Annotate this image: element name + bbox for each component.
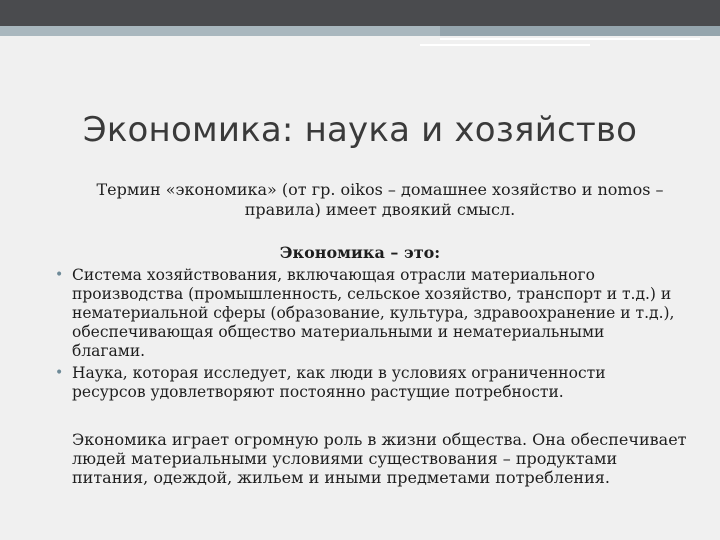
intro-paragraph: Термин «экономика» (от гр. oikos – домашнее хозяйство и nomos – правила) имеет двоякий смысл.	[96, 180, 664, 219]
list-item	[55, 266, 680, 361]
bullet-dot-icon: •	[55, 267, 64, 283]
bullet-dot-icon: •	[55, 365, 64, 381]
list-item	[55, 364, 680, 402]
list-item-text: Система хозяйствования, включающая отрасли материального производства (промышленность, сельское хозяйство, транспорт и т.д.) и нематериальной сферы (образование, культура, здравоохранение и т.д.), обеспечивающая общество материальными и нематериальными благами.	[72, 266, 675, 360]
closing-paragraph: Экономика играет огромную роль в жизни общества. Она обеспечивает людей материальными условиями существования – продуктами питания, одеждой, жильем и иными предметами потребления.	[72, 430, 687, 487]
slide-header-accent-right	[440, 26, 720, 36]
definition-heading: Экономика – это:	[279, 243, 441, 262]
definition-list	[55, 266, 680, 405]
decorative-rule	[420, 44, 590, 46]
decorative-rule	[440, 38, 700, 40]
list-item-text: Наука, которая исследует, как люди в условиях ограниченности ресурсов удовлетворяют постоянно растущие потребности.	[72, 364, 606, 401]
slide-header-bar	[0, 0, 720, 26]
slide-title: Экономика: наука и хозяйство	[82, 110, 638, 150]
